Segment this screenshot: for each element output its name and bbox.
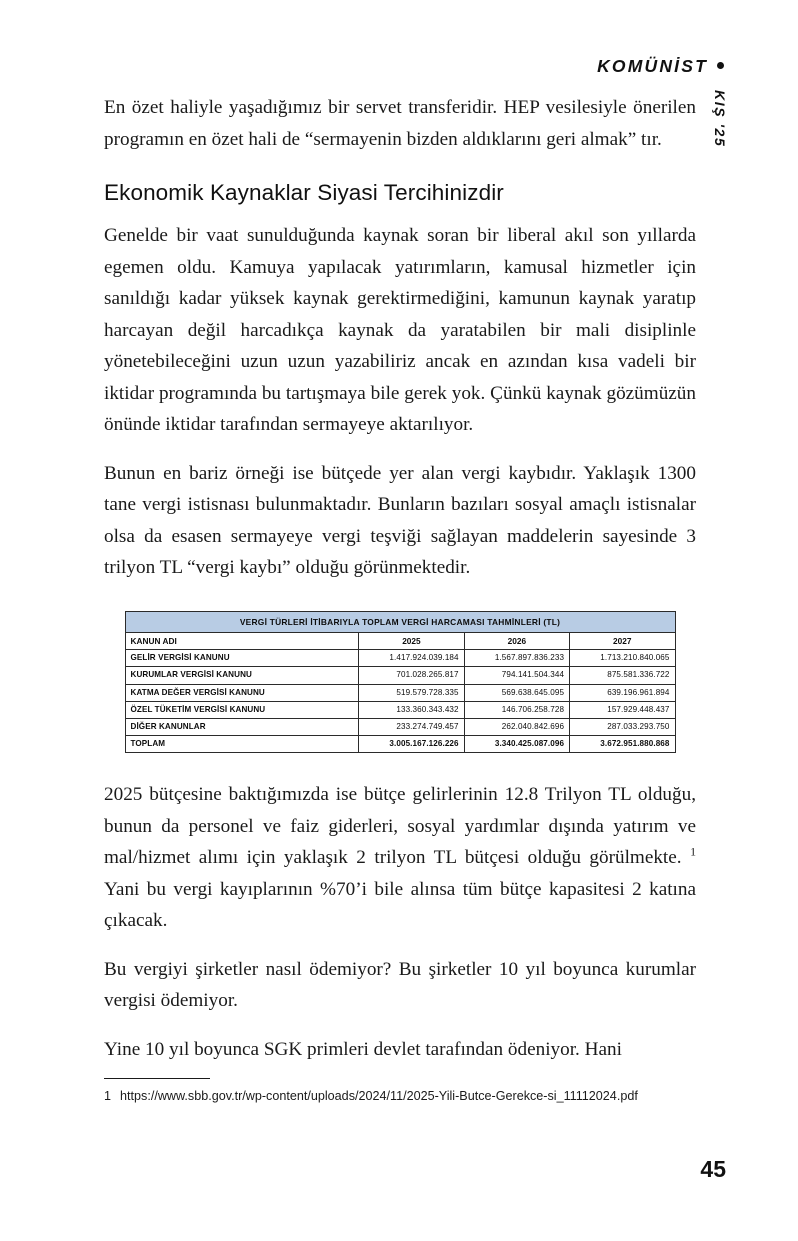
- table-header-row: [125, 633, 675, 650]
- running-head: [597, 56, 724, 77]
- column-header-2027: 2027: [570, 633, 675, 650]
- cell-2026: 569.638.645.095: [464, 684, 569, 701]
- article-body: [104, 92, 696, 1065]
- row-label: GELİR VERGİSİ KANUNU: [125, 650, 359, 667]
- page-number: 45: [700, 1156, 726, 1182]
- cell-2025: 1.417.924.039.184: [359, 650, 464, 667]
- cell-2027: 157.929.448.437: [570, 701, 675, 718]
- cell-2026: 262.040.842.696: [464, 718, 569, 735]
- total-2026: 3.340.425.087.096: [464, 735, 569, 752]
- column-header-2026: 2026: [464, 633, 569, 650]
- footnote-area: [104, 1078, 696, 1106]
- paragraph-tax-loss: Bunun en bariz örneği ise bütçede yer alan vergi kaybıdır. Yaklaşık 1300 tane vergi istisnası bulunmaktadır. Bunların bazıları sosyal amaçlı istisnalar olsa da esasen sermayeye vergi teşviği sağlayan maddelerin sayesinde 3 trilyon TL “vergi kaybı” olduğu görünmektedir.: [104, 462, 696, 578]
- paragraph-resources: Genelde bir vaat sunulduğunda kaynak soran bir liberal akıl son yıllarda egemen oldu. Kamuya yapılacak yatırımların, kamusal hizmetler için sanıldığı kadar yüksek kaynak gerektirmediğini, kamunun kaynak yaratıp harcayan değil harcadıkça kaynak da yaratabilen bir mali disiplinle yönetebileceğini uzun uzun yazabiliriz ancak en azından kısa vadeli bir iktidar programında bu tartışmaya bile gerek yok. Çünkü kaynak gözümüzün önünde iktidar tarafından sermayeye aktarılıyor.: [104, 225, 696, 435]
- table-title-row: [125, 611, 675, 633]
- row-label: DİĞER KANUNLAR: [125, 718, 359, 735]
- paragraph-budget: [104, 779, 696, 937]
- cell-2026: 794.141.504.344: [464, 667, 569, 684]
- row-label: ÖZEL TÜKETİM VERGİSİ KANUNU: [125, 701, 359, 718]
- row-label: KURUMLAR VERGİSİ KANUNU: [125, 667, 359, 684]
- table-row: [125, 684, 675, 701]
- footnote-url[interactable]: https://www.sbb.gov.tr/wp-content/uploads/2024/11/2025-Yili-Butce-Gerekce-si_11112024.pdf: [120, 1089, 638, 1103]
- row-label: KATMA DEĞER VERGİSİ KANUNU: [125, 684, 359, 701]
- cell-2025: 133.360.343.432: [359, 701, 464, 718]
- cell-2027: 875.581.336.722: [570, 667, 675, 684]
- footnote-entry: [104, 1087, 696, 1106]
- cell-2026: 146.706.258.728: [464, 701, 569, 718]
- paragraph-corporate-tax: Bu vergiyi şirketler nasıl ödemiyor? Bu şirketler 10 yıl boyunca kurumlar vergisi ödemiyor.: [104, 958, 696, 1012]
- paragraph-sgk: Yine 10 yıl boyunca SGK primleri devlet tarafından ödeniyor. Hani: [104, 1038, 622, 1060]
- row-label-total: TOPLAM: [125, 735, 359, 752]
- cell-2025: 701.028.265.817: [359, 667, 464, 684]
- table-title: VERGİ TÜRLERİ İTİBARIYLA TOPLAM VERGİ HARCAMASI TAHMİNLERİ (TL): [125, 611, 675, 633]
- publication-title: KOMÜNİST: [597, 56, 708, 76]
- cell-2027: 1.713.210.840.065: [570, 650, 675, 667]
- cell-2026: 1.567.897.836.233: [464, 650, 569, 667]
- paragraph-budget-part1: 2025 bütçesine baktığımızda ise bütçe gelirlerinin 12.8 Trilyon TL olduğu, bunun da personel ve faiz giderleri, sosyal yardımlar dışında yatırım ve mal/hizmet alımı için yaklaşık 2 trilyon TL bütçesi olduğu görülmekte.: [104, 784, 696, 869]
- tax-expenditure-table: [125, 611, 676, 754]
- footnote-number: 1: [104, 1089, 112, 1103]
- column-header-kanun-adi: KANUN ADI: [125, 633, 359, 650]
- cell-2027: 639.196.961.894: [570, 684, 675, 701]
- cell-2027: 287.033.293.750: [570, 718, 675, 735]
- cell-2025: 233.274.749.457: [359, 718, 464, 735]
- bullet-dot-icon: [717, 62, 724, 69]
- paragraph-budget-part2: Yani bu vergi kayıplarının %70’i bile alınsa tüm bütçe kapasitesi 2 katına çıkacak.: [104, 878, 696, 932]
- paragraph-intro: En özet haliyle yaşadığımız bir servet transferidir. HEP vesilesiyle önerilen programın en özet hali de “sermayenin bizden aldıklarını geri almak” tır.: [104, 97, 696, 150]
- issue-date-vertical: KIŞ '25: [712, 90, 728, 148]
- table-row: [125, 701, 675, 718]
- footnote-separator: [104, 1078, 210, 1079]
- table-row: [125, 667, 675, 684]
- table-row: [125, 718, 675, 735]
- total-2027: 3.672.951.880.868: [570, 735, 675, 752]
- table-row: [125, 650, 675, 667]
- table-total-row: [125, 735, 675, 752]
- footnote-reference: 1: [690, 844, 697, 859]
- column-header-2025: 2025: [359, 633, 464, 650]
- cell-2025: 519.579.728.335: [359, 684, 464, 701]
- section-heading: Ekonomik Kaynaklar Siyasi Tercihinizdir: [104, 180, 504, 205]
- tax-table-container: [104, 611, 696, 754]
- total-2025: 3.005.167.126.226: [359, 735, 464, 752]
